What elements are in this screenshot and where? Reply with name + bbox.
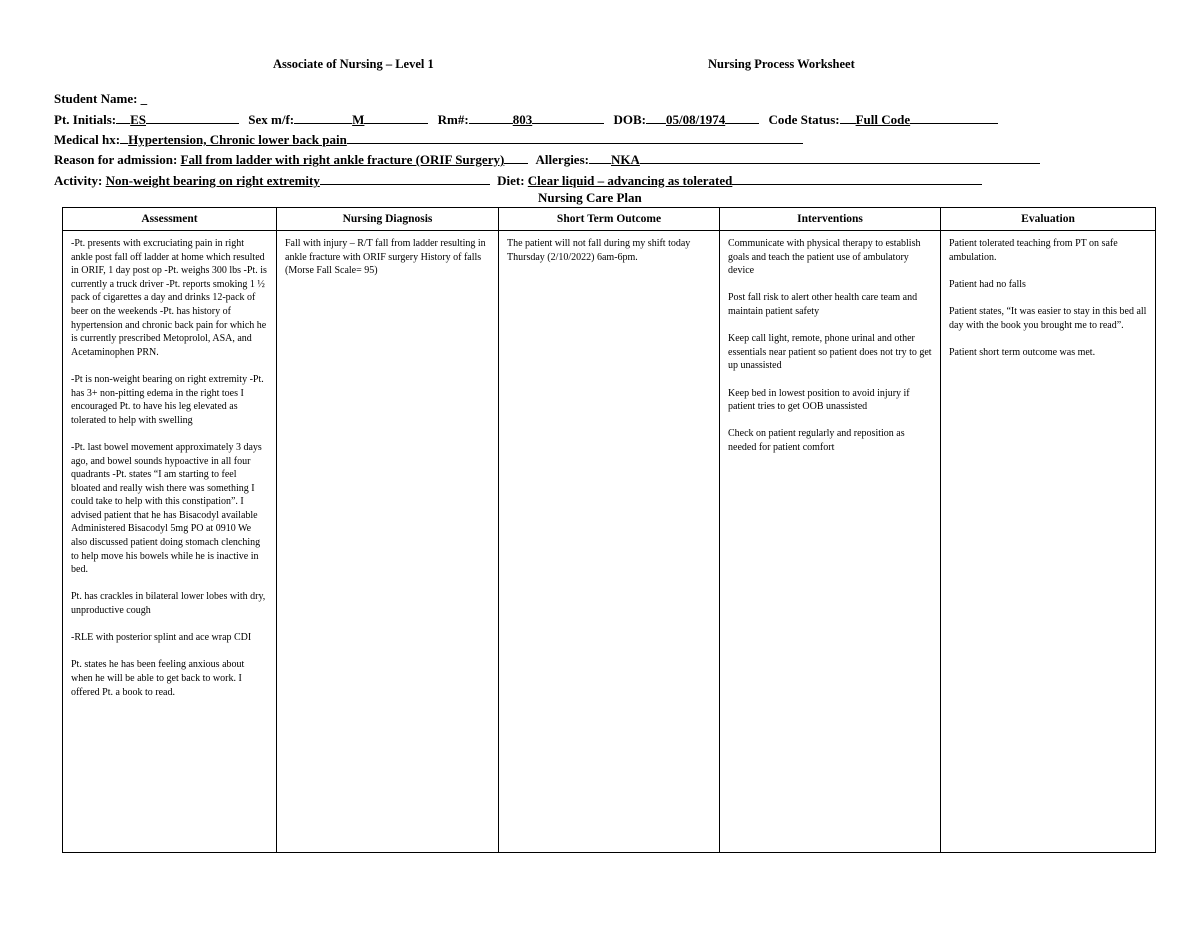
interventions-cell — [720, 231, 941, 853]
intervention-item: Post fall risk to alert other health care team and maintain patient safety — [728, 292, 918, 317]
student-name-row — [54, 91, 147, 107]
assessment-block-2: -Pt is non-weight bearing on right extremity -Pt. has 3+ non-pitting edema in the right toes I encouraged Pt. to have his leg elevated as tolerated to help with swelling — [71, 373, 264, 426]
medical-history-row — [54, 130, 803, 148]
assessment-block-3: -Pt. last bowel movement approximately 3 days ago, and bowel sounds hypoactive in all four quadrants -Pt. states “I am starting to feel bloated and really wish there was something I could take to help with this constipation”. I advised patient that he has Bisacodyl available Administered Bisacodyl 5mg PO at 0910 We also discussed patient doing stomach clenching to help move his bowels while he is inactive in bed. — [71, 441, 262, 576]
code-status-label: Code Status: — [768, 112, 840, 127]
reason-value: Fall from ladder with right ankle fracture (ORIF Surgery) — [180, 152, 505, 167]
allergies-label: Allergies: — [535, 152, 589, 167]
col-short-term-outcome: Short Term Outcome — [499, 208, 720, 231]
intervention-item: Keep bed in lowest position to avoid injury if patient tries to get OOB unassisted — [728, 387, 910, 413]
assessment-block-1: -Pt. presents with excruciating pain in right ankle post fall off ladder at home which resulted in ORIF, 1 day post op -Pt. weighs 300 lbs -Pt. is currently a truck driver -Pt. reports smoking 1 ½ pack of cigarettes a day and drinks 12-pack of beer on the weekends -Pt. has history of hypertension and chronic back pain for which he is currently prescribed Metoprolol, ASA, and Acetaminophen PRN. — [71, 238, 267, 358]
assessment-block-6: Pt. states he has been feeling anxious about when he will be able to get back to work. I offered Pt. a book to read. — [71, 659, 245, 698]
student-name-value: _ — [140, 91, 148, 106]
allergies-value: NKA — [610, 152, 640, 167]
evaluation-item: Patient short term outcome was met. — [949, 346, 1096, 358]
care-plan-table — [62, 207, 1156, 853]
diagnosis-text: Fall with injury – R/T fall from ladder resulting in ankle fracture with ORIF surgery History of falls (Morse Fall Scale= 95) — [285, 238, 486, 277]
table-header-row — [63, 208, 1156, 231]
sex-label: Sex m/f: — [248, 112, 295, 127]
activity-label: Activity: — [54, 173, 103, 188]
medical-history-value: Hypertension, Chronic lower back pain — [128, 132, 347, 147]
evaluation-cell — [941, 231, 1156, 853]
patient-info-row — [54, 110, 998, 128]
intervention-item: Keep call light, remote, phone urinal and other essentials near patient so patient does not try to get up unassisted — [728, 333, 932, 372]
diet-value: Clear liquid – advancing as tolerated — [527, 173, 733, 188]
assessment-block-4: Pt. has crackles in bilateral lower lobes with dry, unproductive cough — [71, 591, 266, 617]
assessment-block-5: -RLE with posterior splint and ace wrap CDI — [71, 632, 252, 644]
student-name-label: Student Name: — [54, 91, 138, 106]
course-title: Associate of Nursing – Level 1 — [273, 57, 434, 71]
col-interventions: Interventions — [720, 208, 941, 231]
assessment-cell — [63, 231, 277, 853]
sex-value: M — [352, 112, 365, 127]
activity-value: Non-weight bearing on right extremity — [105, 173, 320, 188]
dob-value: 05/08/1974 — [665, 112, 726, 127]
diagnosis-cell — [277, 231, 499, 853]
col-evaluation: Evaluation — [941, 208, 1156, 231]
intervention-item: Check on patient regularly and reposition as needed for patient comfort — [728, 428, 905, 453]
table-row — [63, 231, 1156, 853]
initials-label: Pt. Initials: — [54, 112, 117, 127]
worksheet-title: Nursing Process Worksheet — [708, 57, 855, 71]
evaluation-item: Patient had no falls — [949, 278, 1026, 290]
dob-label: DOB: — [613, 112, 646, 127]
evaluation-item: Patient states, “It was easier to stay in this bed all day with the book you brought me to read”. — [949, 305, 1147, 331]
intervention-item: Communicate with physical therapy to establish goals and teach the patient use of ambulatory device — [728, 238, 921, 277]
admission-row — [54, 150, 1040, 168]
diet-label: Diet: — [497, 173, 525, 188]
room-value: 803 — [512, 112, 533, 127]
evaluation-item: Patient tolerated teaching from PT on safe ambulation. — [949, 238, 1118, 263]
col-assessment: Assessment — [63, 208, 277, 231]
outcome-text: The patient will not fall during my shift today Thursday (2/10/2022) 6am-6pm. — [507, 238, 691, 263]
code-status-value: Full Code — [855, 112, 911, 127]
care-plan-title: Nursing Care Plan — [538, 190, 642, 205]
initials-value: ES — [130, 112, 147, 127]
reason-label: Reason for admission: — [54, 152, 178, 167]
medical-history-label: Medical hx: — [54, 132, 121, 147]
activity-diet-row — [54, 171, 982, 189]
col-nursing-diagnosis: Nursing Diagnosis — [277, 208, 499, 231]
outcome-cell — [499, 231, 720, 853]
room-label: Rm#: — [437, 112, 469, 127]
